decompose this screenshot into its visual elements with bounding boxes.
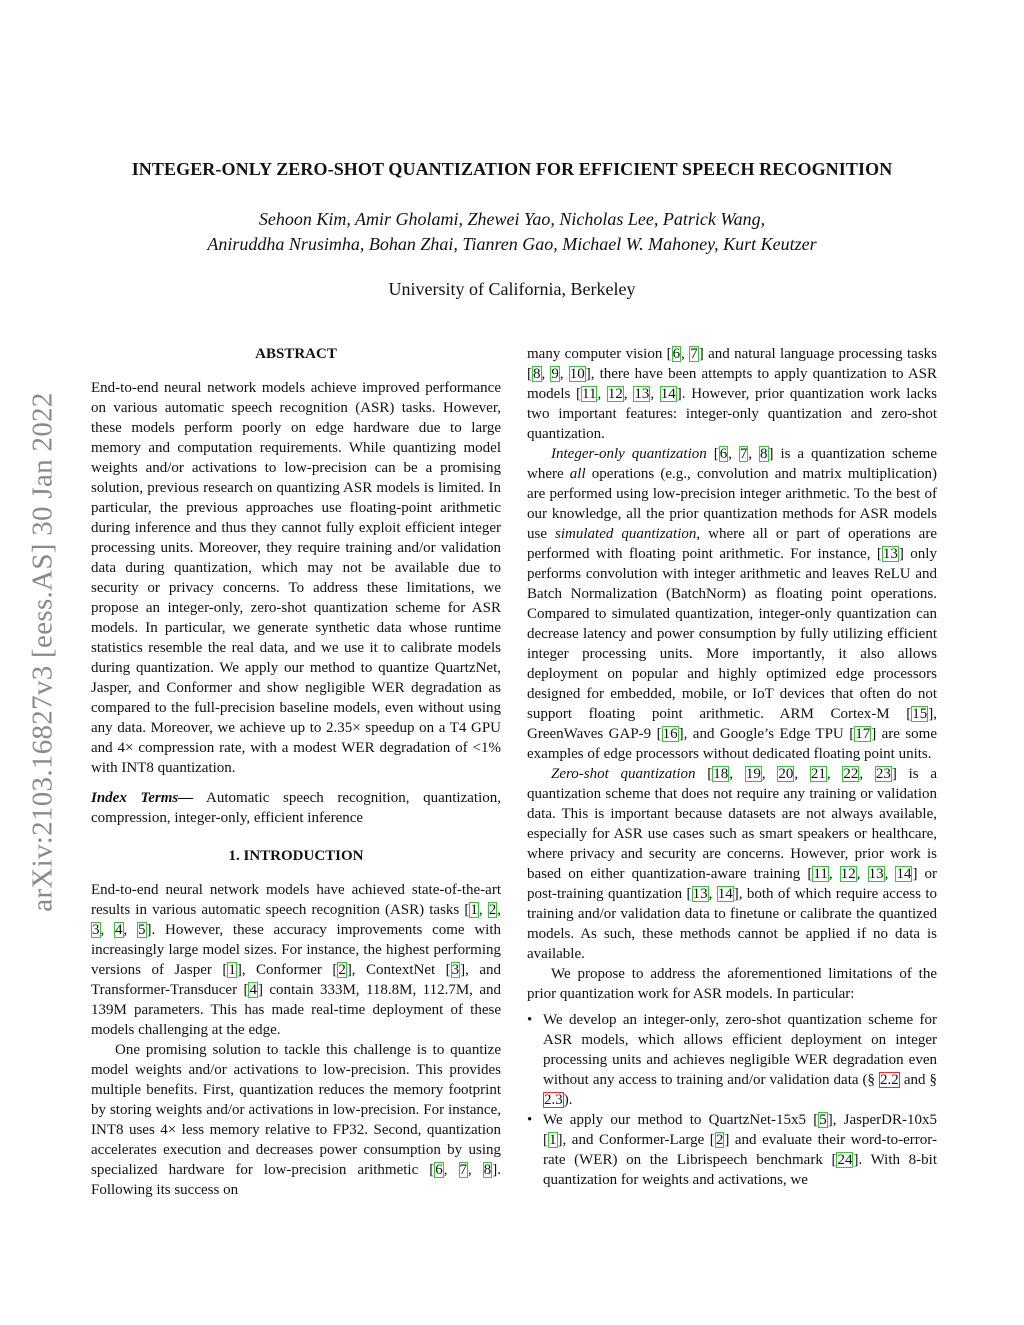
right-column (527, 344, 937, 1190)
citation-link[interactable]: 21 (810, 766, 826, 782)
citation-link[interactable]: 24 (837, 1152, 853, 1168)
citation-link[interactable]: 2 (488, 902, 497, 918)
citation-link[interactable]: 11 (582, 386, 597, 402)
citation-link[interactable]: 7 (459, 1162, 467, 1178)
citation-link[interactable]: 6 (672, 346, 681, 362)
affiliation: University of California, Berkeley (388, 279, 636, 299)
intro-paragraph-1: End-to-end neural network models have achieved state-of-the-art results in various automatic speech recognition (ASR) tasks [1, 2, 3, 4, 5]. However, these accuracy improvements come with increasingly large model sizes. For instance, the highest performing versions of Jasper [1], Conformer [2], ContextNet [3], and Transformer-Transducer [4] contain 333M, 118.8M, 112.7M, and 139M parameters. This has made real-time deployment of these models challenging at the edge. (91, 882, 502, 1038)
citation-link[interactable]: 8 (533, 366, 541, 382)
citation-link[interactable]: 16 (662, 726, 678, 742)
citation-link[interactable]: 13 (634, 386, 650, 402)
citation-link[interactable]: 14 (660, 386, 676, 402)
index-terms-label: Index Terms— (91, 790, 194, 806)
index-terms-text: Automatic speech recognition, quantization, compression, integer-only, efficient inference (91, 790, 501, 826)
contribution-list (527, 1010, 937, 1190)
citation-link[interactable]: 18 (713, 766, 729, 782)
citation-link[interactable]: 3 (451, 962, 460, 978)
zero-shot-paragraph: Zero-shot quantization [18, 19, 20, 21, 22, 23] is a quantization scheme that does not require any training or validation data. This is important because datasets are not always available, especially for ASR use cases such as smart speakers or healthcare, where privacy and security are concerns. However, prior work is based on either quantization-aware training [11, 12, 13, 14] or post-training quantization [13, 14], both of which require access to training and/or validation data to finetune or calibrate the quantized models. As such, these methods cannot be applied if no data is available. (527, 766, 938, 962)
list-item: • We develop an integer-only, zero-shot quantization scheme for ASR models, which allows efficient deployment on integer processing units and achieves negligible WER degradation even without any access to training and/or validation data (§ 2.2 and § 2.3). (527, 1012, 937, 1108)
citation-link[interactable]: 1 (228, 962, 236, 978)
integer-only-paragraph: Integer-only quantization [6, 7, 8] is a quantization scheme where all operations (e.g., convolution and matrix multiplication) are performed using low-precision integer arithmetic. To the best of our knowledge, all the prior quantization methods for ASR models use simulated quantization, where all or part of operations are performed with floating point arithmetic. For instance, [13] only performs convolution with integer arithmetic and leaves ReLU and Batch Normalization (BatchNorm) as floating point operations. Compared to simulated quantization, integer-only quantization can decrease latency and power consumption by fully utilizing efficient integer processing units. More importantly, it also allows deployment on popular and highly optimized edge processors designed for embedded, mobile, or IoT devices that often do not support floating point arithmetic. ARM Cortex-M [15], GreenWaves GAP-9 [16], and Google’s Edge TPU [17] are some examples of edge processors without dedicated floating point units. (527, 446, 938, 762)
citation-link[interactable]: 6 (719, 446, 728, 462)
citation-link[interactable]: 9 (551, 366, 559, 382)
citation-link[interactable]: 14 (717, 886, 733, 902)
author-list (0, 207, 1024, 257)
citation-link[interactable]: 4 (115, 922, 123, 938)
citation-link[interactable]: 14 (896, 866, 912, 882)
citation-link[interactable]: 23 (875, 766, 891, 782)
list-item: • We apply our method to QuartzNet-15x5 [5], JasperDR-10x5 [1], and Conformer-Large [2] and evaluate their word-to-error-rate (WER) on the Librispeech benchmark [24]. With 8-bit quantization for weights and activations, we (527, 1112, 937, 1188)
citation-link[interactable]: 12 (840, 866, 856, 882)
citation-link[interactable]: 20 (778, 766, 794, 782)
authors-line-1: Sehoon Kim, Amir Gholami, Zhewei Yao, Nicholas Lee, Patrick Wang, (258, 209, 766, 229)
index-terms (91, 788, 501, 828)
citation-link[interactable]: 1 (549, 1132, 557, 1148)
citation-link[interactable]: 5 (819, 1112, 827, 1128)
citation-link[interactable]: 12 (607, 386, 623, 402)
citation-link[interactable]: 13 (882, 546, 898, 562)
section-reference-link[interactable]: 2.2 (880, 1072, 899, 1088)
introduction-heading: 1. INTRODUCTION (228, 848, 364, 864)
citation-link[interactable]: 7 (690, 346, 698, 362)
right-paragraph-1: many computer vision [6, 7] and natural language processing tasks [8, 9, 10], there have been attempts to apply quantization to ASR models [11, 12, 13, 14]. However, prior quantization work lacks two important features: integer-only quantization and zero-shot quantization. (527, 346, 938, 442)
citation-link[interactable]: 2 (338, 962, 346, 978)
citation-link[interactable]: 2 (715, 1132, 724, 1148)
citation-link[interactable]: 4 (249, 982, 257, 998)
citation-link[interactable]: 8 (760, 446, 768, 462)
citation-link[interactable]: 13 (868, 866, 884, 882)
citation-link[interactable]: 1 (470, 902, 478, 918)
citation-link[interactable]: 13 (692, 886, 708, 902)
left-column (91, 344, 501, 1200)
citation-link[interactable]: 6 (435, 1162, 443, 1178)
citation-link[interactable]: 15 (912, 706, 928, 722)
citation-link[interactable]: 8 (483, 1162, 492, 1178)
citation-link[interactable]: 11 (813, 866, 828, 882)
proposal-paragraph: We propose to address the aforementioned limitations of the prior quantization work for ASR models. In particular: (527, 966, 937, 1002)
citation-link[interactable]: 5 (138, 922, 146, 938)
abstract-heading: ABSTRACT (255, 346, 337, 362)
bullet-icon: • (527, 1012, 533, 1028)
citation-link[interactable]: 22 (843, 766, 859, 782)
citation-link[interactable]: 7 (739, 446, 748, 462)
citation-link[interactable]: 17 (855, 726, 871, 742)
citation-link[interactable]: 10 (569, 366, 585, 382)
authors-line-2: Aniruddha Nrusimha, Bohan Zhai, Tianren Gao, Michael W. Mahoney, Kurt Keutzer (207, 234, 817, 254)
intro-paragraph-2: One promising solution to tackle this challenge is to quantize model weights and/or activations to low-precision. This provides multiple benefits. First, quantization reduces the memory footprint by storing weights and/or activations in low-precision. For instance, INT8 uses 4× less memory relative to FP32. Second, quantization accelerates execution and decreases power consumption by using specialized hardware for low-precision arithmetic [6, 7, 8]. Following its success on (91, 1042, 502, 1198)
arxiv-identifier-stamp: arXiv:2103.16827v3 [eess.AS] 30 Jan 2022 (26, 392, 59, 912)
citation-link[interactable]: 19 (745, 766, 761, 782)
bullet-icon: • (527, 1112, 533, 1128)
section-reference-link[interactable]: 2.3 (544, 1092, 563, 1108)
abstract-text: End-to-end neural network models achieve improved performance on various automatic speech recognition (ASR) tasks. However, these models perform poorly on edge hardware due to large memory and computation requirements. While quantizing model weights and/or activations to low-precision can be a promising solution, previous research on quantizing ASR models is limited. In particular, the previous approaches use floating-point arithmetic during inference and thus they cannot fully exploit efficient integer processing units. Moreover, they require training and/or validation data during quantization, which may not be available due to security or privacy concerns. To address these limitations, we propose an integer-only, zero-shot quantization scheme for ASR models. In particular, we generate synthetic data whose runtime statistics resemble the real data, and we use it to calibrate models during quantization. We apply our method to quantize QuartzNet, Jasper, and Conformer and show negligible WER degradation as compared to the full-precision baseline models, even without using any data. Moreover, we achieve up to 2.35× speedup on a T4 GPU and 4× compression rate, with a modest WER degradation of <1% with INT8 quantization. (91, 380, 501, 776)
paper-title: INTEGER-ONLY ZERO-SHOT QUANTIZATION FOR EFFICIENT SPEECH RECOGNITION (131, 159, 893, 179)
citation-link[interactable]: 3 (92, 922, 100, 938)
